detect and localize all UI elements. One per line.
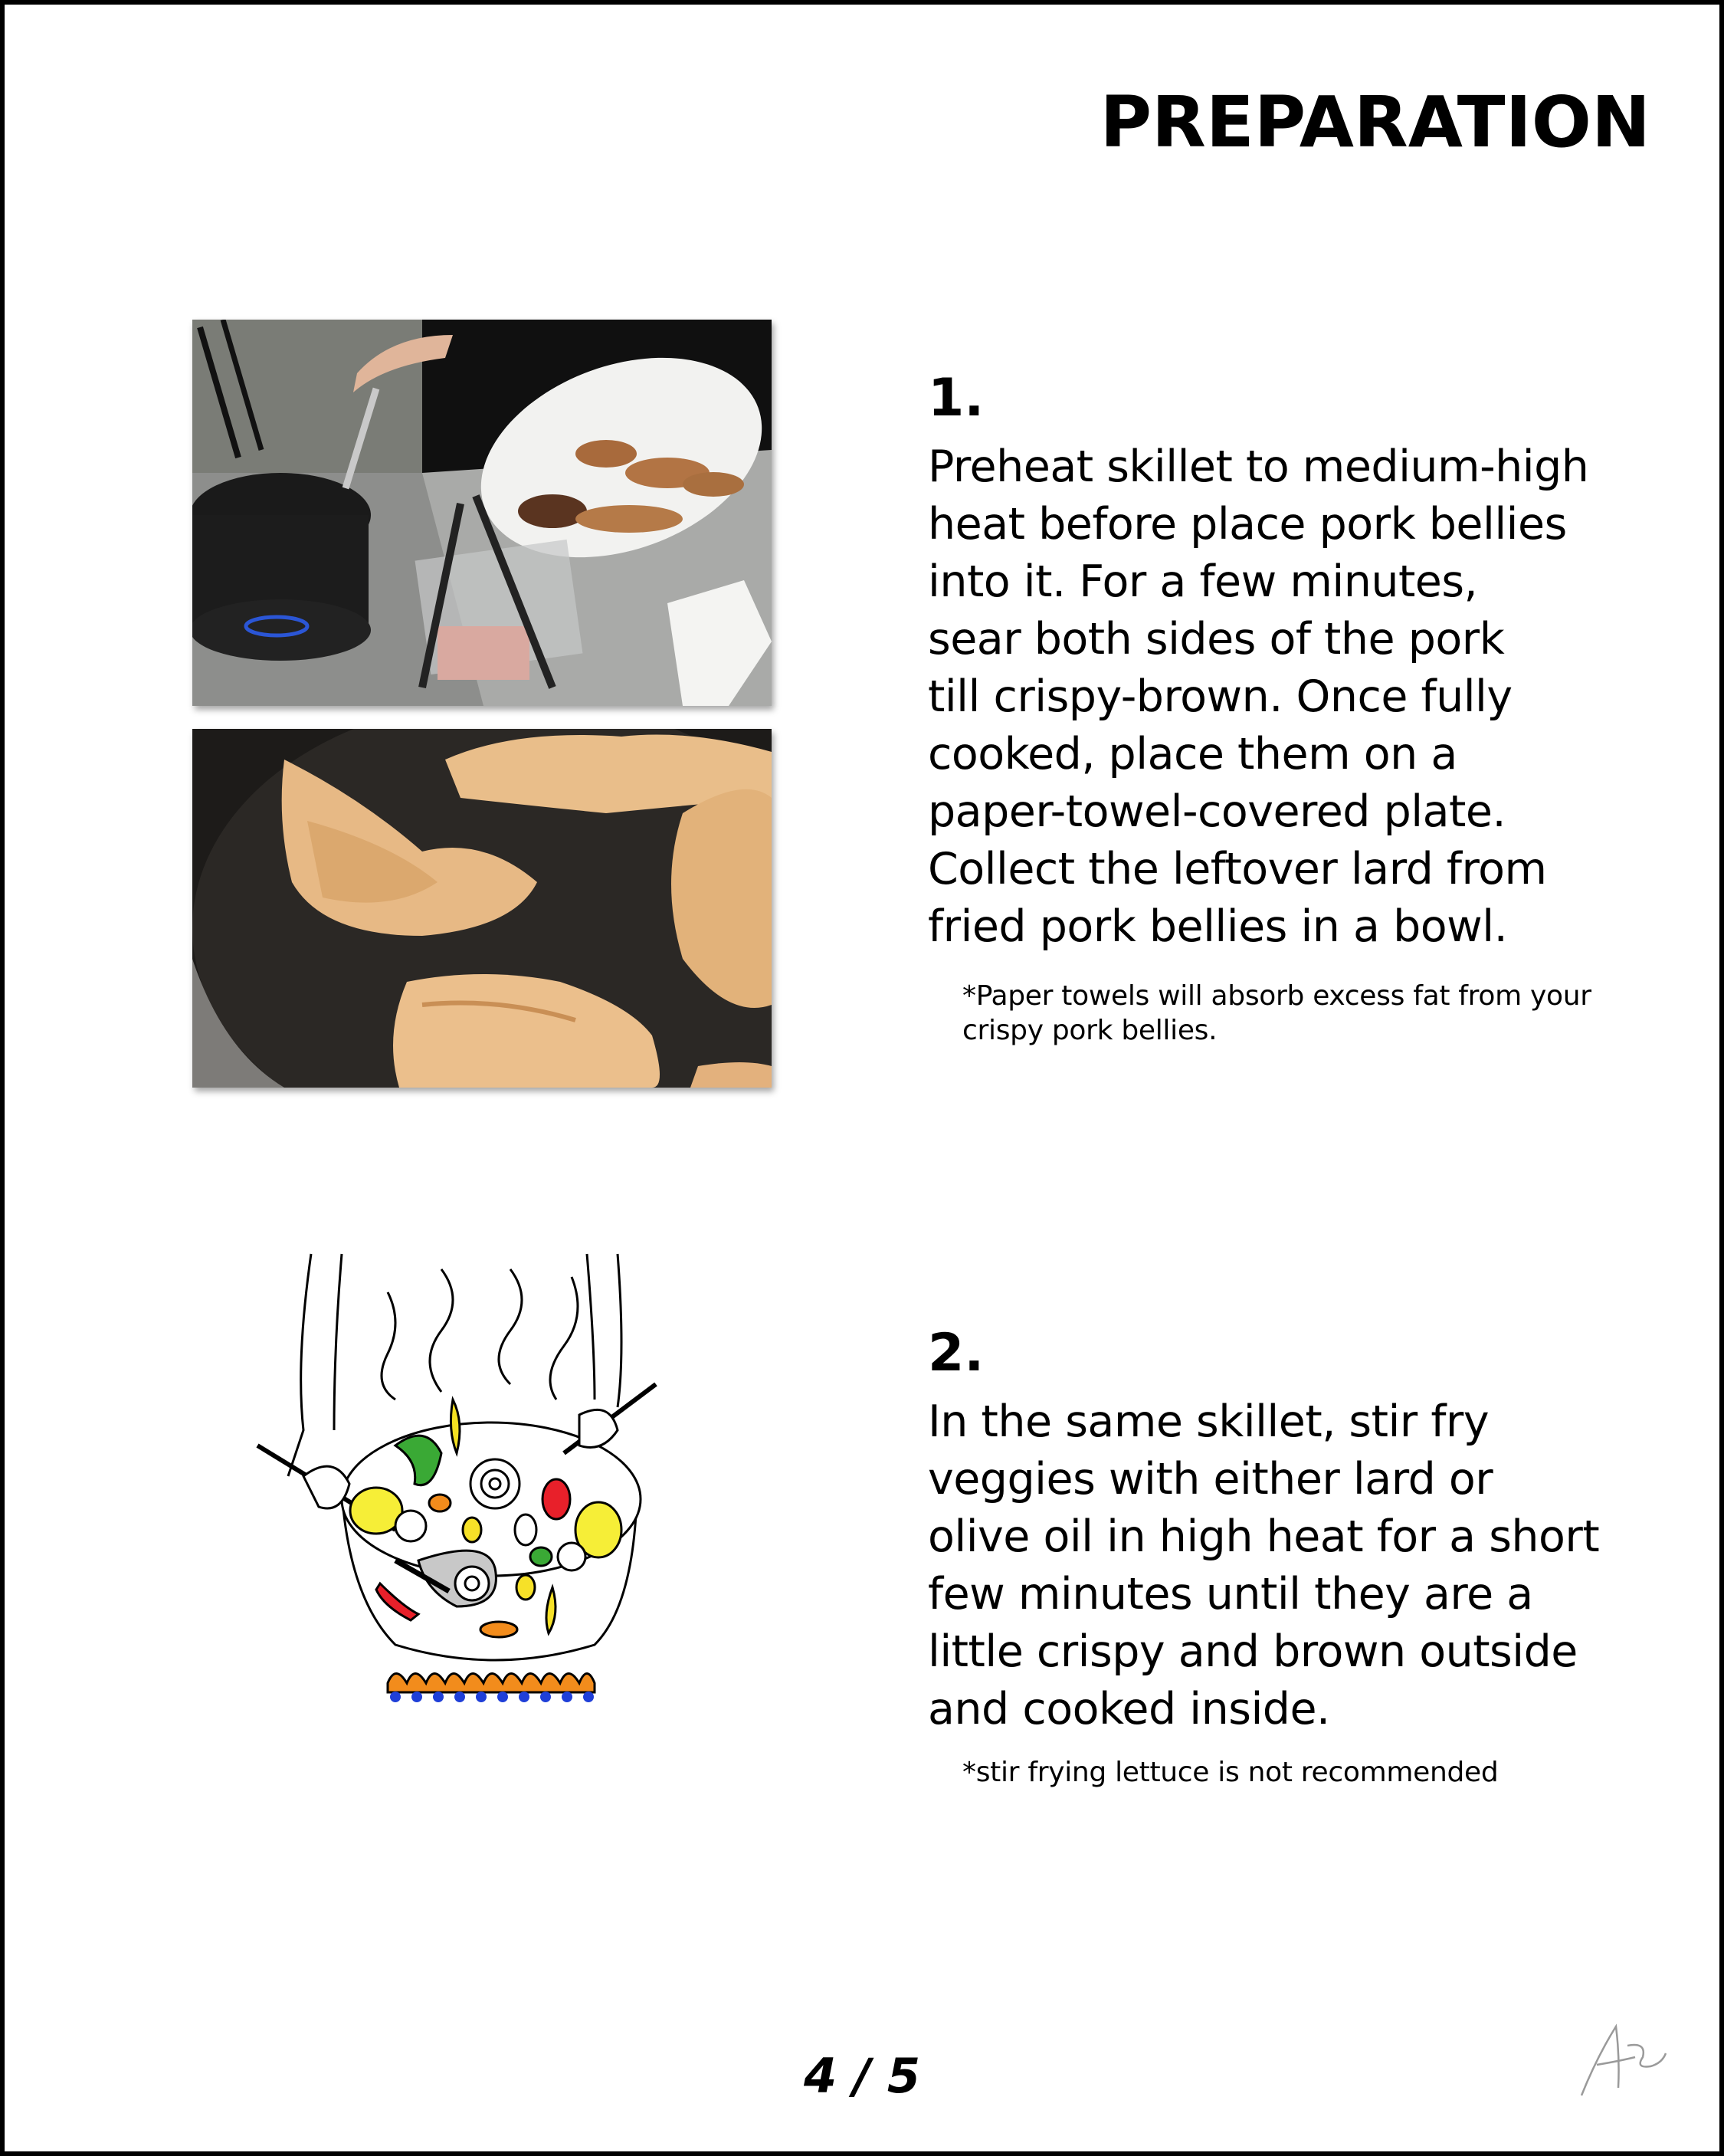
step-instructions: In the same skillet, stir fry veggies with either lard or olive oil in high heat for a short few minutes until they are a little crispy and brown outside and cooked inside. [928, 1396, 1600, 1734]
page-title: PREPARATION [1100, 81, 1650, 163]
step-1 [928, 368, 1663, 1048]
step-number: 2. [928, 1323, 985, 1383]
signature [1574, 2011, 1673, 2103]
step-note: *stir frying lettuce is not recommended [962, 1757, 1499, 1788]
step-instructions: Preheat skillet to medium-high heat before place pork bellies into it. For a few minutes, sear both sides of the pork till crispy-brown. Once fully cooked, place them on a paper-towel-covered plate. Collect the leftover lard from fried pork bellies in a bowl. [928, 441, 1589, 952]
step-2 [928, 1323, 1663, 1790]
illustration-stir-fry-veggies [250, 1246, 687, 1721]
photo-pork-bellies-in-pan [192, 729, 772, 1088]
photo-searing-pork-at-stove [192, 320, 772, 706]
step-number: 1. [928, 368, 985, 428]
step-note: *Paper towels will absorb excess fat from your crispy pork bellies. [962, 980, 1591, 1046]
page-number: 4 / 5 [803, 2048, 921, 2104]
